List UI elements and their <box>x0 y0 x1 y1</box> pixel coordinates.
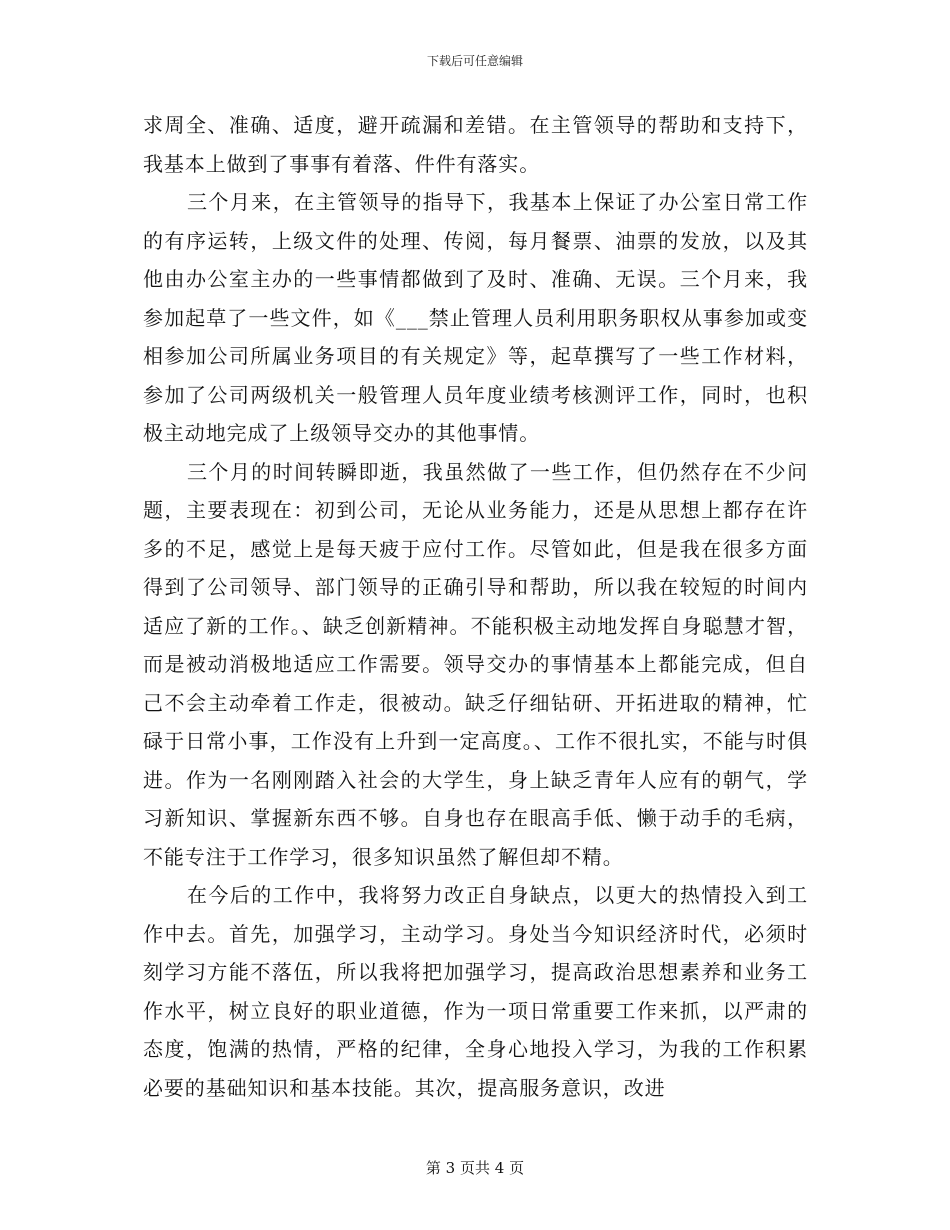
paragraph-1: 求周全、准确、适度，避开疏漏和差错。在主管领导的帮助和支持下，我基本上做到了事事有着落、件件有落实。 <box>143 113 808 176</box>
page-number: 第 3 页共 4 页 <box>425 1159 525 1177</box>
paragraph-3: 三个月的时间转瞬即逝，我虽然做了一些工作，但仍然存在不少问题，主要表现在：初到公司，无论从业务能力，还是从思想上都存在许多的不足，感觉上是每天疲于应付工作。尽管如此，但是我在很多方面得到了公司领导、部门领导的正确引导和帮助，所以我在较短的时间内适应了新的工作。、缺乏创新精神。不能积极主动地发挥自身聪慧才智，而是被动消极地适应工作需要。领导交办的事情基本上都能完成，但自己不会主动牵着工作走，很被动。缺乏仔细钻研、开拓进取的精神，忙碌于日常小事，工作没有上升到一定高度。、工作不很扎实，不能与时俱进。作为一名刚刚踏入社会的大学生，身上缺乏青年人应有的朝气，学习新知识、掌握新东西不够。自身也存在眼高手低、懒于动手的毛病，不能专注于工作学习，很多知识虽然了解但却不精。 <box>143 459 808 869</box>
paragraph-4: 在今后的工作中，我将努力改正自身缺点，以更大的热情投入到工作中去。首先，加强学习，主动学习。身处当今知识经济时代，必须时刻学习方能不落伍，所以我将把加强学习，提高政治思想素养和业务工作水平，树立良好的职业道德，作为一项日常重要工作来抓，以严肃的态度，饱满的热情，严格的纪律，全身心地投入学习，为我的工作积累必要的基础知识和基本技能。其次，提高服务意识，改进 <box>143 883 808 1100</box>
header-note: 下载后可任意编辑 <box>426 54 523 68</box>
document-body <box>143 106 808 1107</box>
paragraph-2: 三个月来，在主管领导的指导下，我基本上保证了办公室日常工作的有序运转，上级文件的处理、传阅，每月餐票、油票的发放，以及其他由办公室主办的一些事情都做到了及时、准确、无误。三个月来，我参加起草了一些文件，如《___禁止管理人员利用职务职权从事参加或变相参加公司所属业务项目的有关规定》等，起草撰写了一些工作材料，参加了公司两级机关一般管理人员年度业绩考核测评工作，同时，也积极主动地完成了上级领导交办的其他事情。 <box>143 190 808 445</box>
